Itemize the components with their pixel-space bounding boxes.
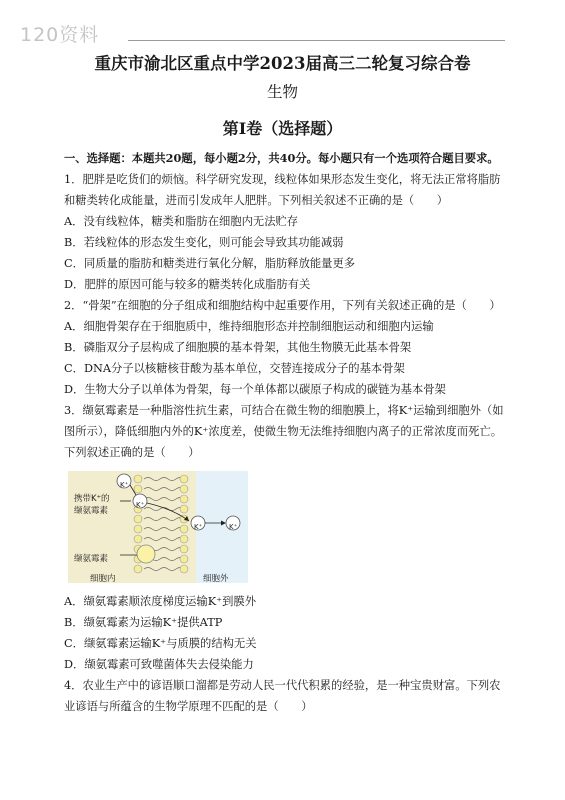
lipid-head [180,505,188,513]
question-2-option-a: A．细胞骨架存在于细胞质中，维持细胞形态并控制细胞运动和细胞内运输 [64,320,434,333]
outside-label: 细胞外 [203,574,229,584]
question-2-text: 2．“骨架”在细胞的分子组成和细胞结构中起重要作用，下列有关叙述正确的是（ ） [64,299,501,312]
lipid-head [134,485,142,493]
question-1 [64,169,504,295]
lipid-head [180,525,188,533]
question-3-option-c: C．缬氨霉素运输K⁺与质膜的结构无关 [64,637,257,650]
question-2-option-c: C．DNA分子以核糖核苷酸为基本单位，交替连接成分子的基本骨架 [64,362,405,375]
question-3-option-a: A．缬氨霉素顺浓度梯度运输K⁺到膜外 [64,595,257,608]
membrane-diagram [68,471,248,583]
valinomycin-label: 缬氨霉素 [74,554,109,564]
header-rule [128,40,505,41]
lipid-head [180,485,188,493]
watermark: 120资料 [20,24,100,46]
question-4-text: 4．农业生产中的谚语顺口溜都是劳动人民一代代积累的经验，是一种宝贵财富。下列农业谚语与所蕴含的生物学原理不匹配的是（ ） [64,679,501,713]
inside-label: 细胞内 [90,574,116,584]
lipid-head [134,525,142,533]
lipid-head [180,545,188,553]
question-2-option-d: D．生物大分子以单体为骨架，每一个单体都以碳原子构成的碳链为基本骨架 [64,383,446,396]
question-1-option-a: A．没有线粒体，糖类和脂肪在细胞内无法贮存 [64,215,299,228]
lipid-head [180,535,188,543]
carrier-label-line1: 携带K⁺的 [74,494,110,504]
question-1-option-b: B．若线粒体的形态发生变化，则可能会导致其功能减弱 [64,236,344,249]
subject-subtitle: 生物 [266,83,298,101]
lipid-head [134,565,142,573]
k-ion-label-3: K⁺ [194,523,203,531]
question-2-option-b: B．磷脂双分子层构成了细胞膜的基本骨架，其他生物膜无此基本骨架 [64,341,412,354]
volume-title: 第Ⅰ卷（选择题） [222,119,343,138]
question-1-option-d: D．肥胖的原因可能与较多的糖类转化成脂肪有关 [64,278,311,291]
lipid-head [180,555,188,563]
k-ion-label-2: K⁺ [136,501,145,509]
lipid-head [134,475,142,483]
lipid-head [134,535,142,543]
lipid-head [180,495,188,503]
lipid-head [134,515,142,523]
valinomycin-molecule [137,545,155,563]
k-ion-label-1: K⁺ [120,481,129,489]
lipid-head [180,565,188,573]
question-1-option-c: C．同质量的脂肪和糖类进行氧化分解，脂肪释放能量更多 [64,257,356,270]
question-3-option-b: B．缬氨霉素为运输K⁺提供ATP [64,616,223,629]
lipid-head [180,475,188,483]
question-1-text: 1．肥胖是吃货们的烦恼。科学研究发现，线粒体如果形态发生变化，将无法正常将脂肪和糖类转化成能量，进而引发成年人肥胖。下列相关叙述不正确的是（ ） [64,173,501,207]
question-3-option-d: D．缬氨霉素可致噬菌体失去侵染能力 [64,658,254,671]
carrier-label-line2: 缬氨霉素 [74,506,109,516]
question-3-text: 3．缬氨霉素是一种脂溶性抗生素，可结合在微生物的细胞膜上，将K⁺运输到细胞外（如图所示），降低细胞内外的K⁺浓度差，使微生物无法维持细胞内离子的正常浓度而死亡。下列叙述正确的是（ ） [64,404,504,459]
question-2 [64,295,504,400]
exam-title: 重庆市渝北区重点中学2023届高三二轮复习综合卷 [94,54,471,73]
question-4 [64,675,504,717]
section-heading: 一、选择题：本题共20题，每小题2分，共40分。每小题只有一个选项符合题目要求。 [64,151,499,165]
exam-content [64,148,504,717]
k-ion-label-4: K⁺ [229,523,238,531]
question-3 [64,400,504,675]
